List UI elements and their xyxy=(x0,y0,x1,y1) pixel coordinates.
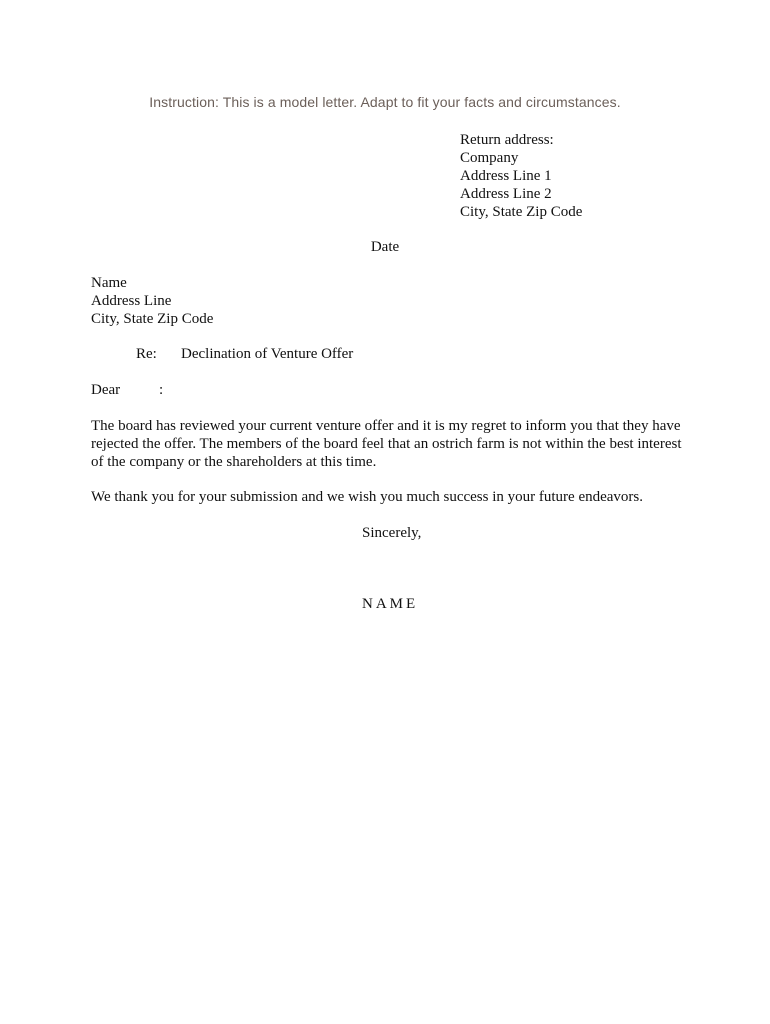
salutation-word: Dear xyxy=(91,382,121,398)
paragraph-line: of the company or the shareholders at this time. xyxy=(91,454,377,470)
subject-line xyxy=(136,346,354,363)
paragraph-line: rejected the offer. The members of the board feel that an ostrich farm is not within the best interest xyxy=(91,436,682,452)
salutation xyxy=(91,382,164,399)
return-address-block xyxy=(460,131,582,221)
recipient-line: Name xyxy=(91,275,127,291)
salutation-colon: : xyxy=(159,382,164,398)
subject-label: Re: xyxy=(136,346,157,362)
closing: Sincerely, xyxy=(362,525,422,541)
subject-text: Declination of Venture Offer xyxy=(181,346,354,362)
body-paragraph-2: We thank you for your submission and we wish you much success in your future endeavors. xyxy=(91,489,644,505)
return-address-line: Company xyxy=(460,150,519,166)
return-address-line: Address Line 1 xyxy=(460,168,552,184)
signature-name: NAME xyxy=(362,596,419,612)
recipient-address-block xyxy=(91,274,213,328)
body-paragraph-1 xyxy=(91,417,691,471)
recipient-line: Address Line xyxy=(91,293,172,309)
letter-date: Date xyxy=(370,239,400,255)
return-address-line: Address Line 2 xyxy=(460,186,552,202)
paragraph-line: The board has reviewed your current venture offer and it is my regret to inform you that they have xyxy=(91,418,681,434)
instruction-note: Instruction: This is a model letter. Adapt to fit your facts and circumstances. xyxy=(149,94,621,110)
recipient-line: City, State Zip Code xyxy=(91,311,214,327)
return-address-line: City, State Zip Code xyxy=(460,204,583,220)
return-address-line: Return address: xyxy=(460,132,554,148)
